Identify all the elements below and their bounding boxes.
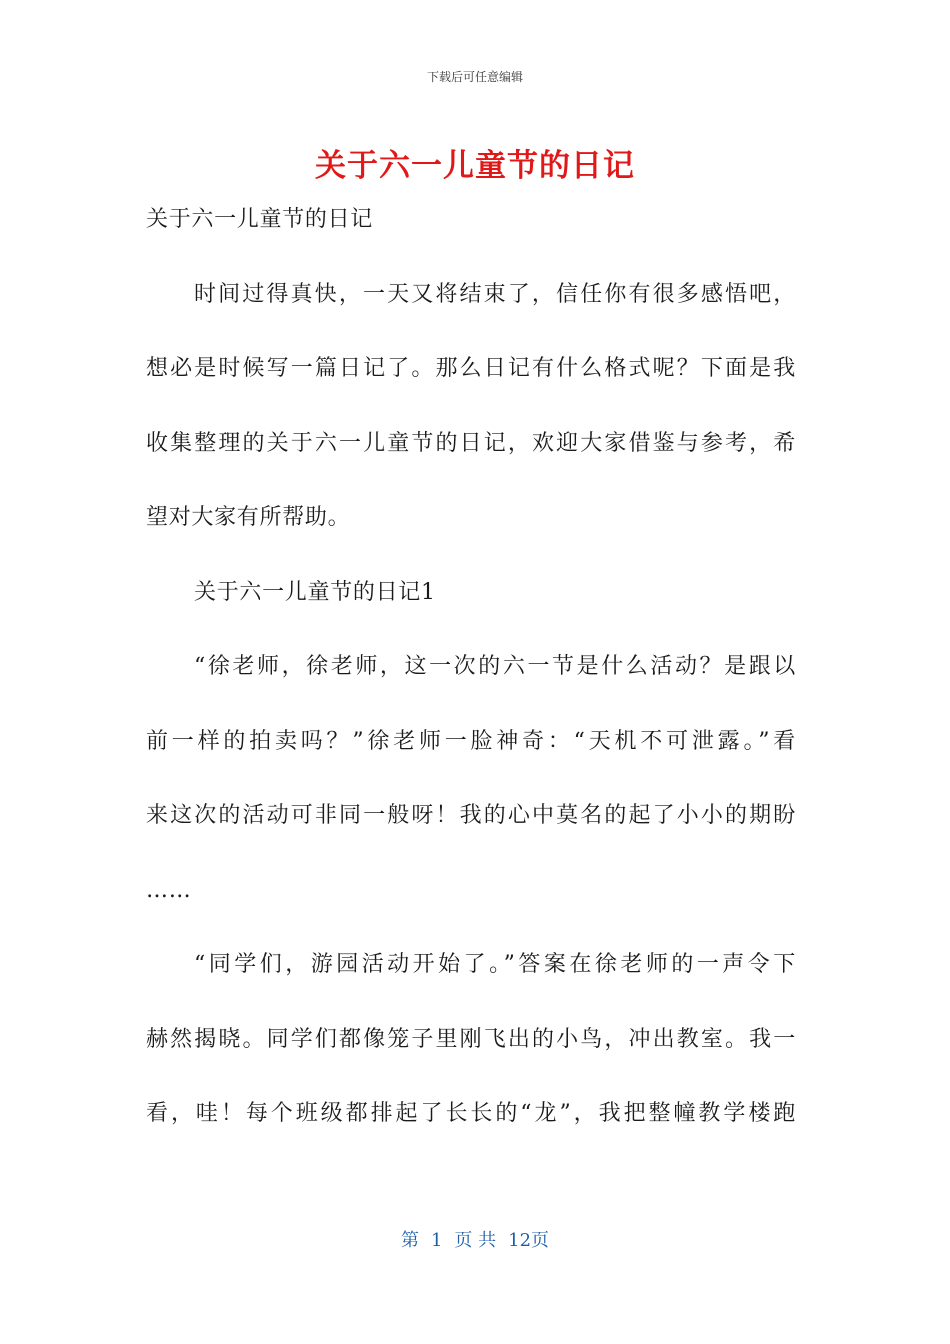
paragraph-line: 赫然揭晓。同学们都像笼子里刚飞出的小鸟，冲出教室。我一 xyxy=(146,1026,796,1052)
current-page-number: 1 xyxy=(430,1230,443,1251)
page-label-prefix: 第 xyxy=(400,1230,419,1251)
paragraph-line: “徐老师，徐老师，这一次的六一节是什么活动？是跟以 xyxy=(194,654,796,679)
page-label-suffix: 页 xyxy=(531,1230,550,1251)
paragraph-line: 前一样的拍卖吗？”徐老师一脸神奇：“天机不可泄露。”看 xyxy=(146,728,796,754)
document-title: 关于六一儿童节的日记 xyxy=(315,148,635,184)
paragraph-line: 看，哇！每个班级都排起了长长的“龙”，我把整幢教学楼跑 xyxy=(146,1101,796,1126)
paragraph-line: 时间过得真快，一天又将结束了，信任你有很多感悟吧， xyxy=(194,281,796,307)
subtitle-line: 关于六一儿童节的日记 xyxy=(146,207,374,232)
page-footer xyxy=(0,1226,950,1252)
header-note: 下载后可任意编辑 xyxy=(426,70,523,84)
paragraph-line: 收集整理的关于六一儿童节的日记，欢迎大家借鉴与参考，希 xyxy=(146,430,796,456)
paragraph-line: …… xyxy=(146,877,192,903)
page-label-mid: 页 共 xyxy=(454,1230,497,1251)
paragraph-line: 望对大家有所帮助。 xyxy=(146,505,351,530)
paragraph-line: 想必是时候写一篇日记了。那么日记有什么格式呢？下面是我 xyxy=(146,356,796,381)
document-body xyxy=(146,196,796,1165)
paragraph-line: “同学们，游园活动开始了。”答案在徐老师的一声令下 xyxy=(194,952,796,977)
total-pages-number: 12 xyxy=(508,1230,532,1251)
paragraph-line: 来这次的活动可非同一般呀！我的心中莫名的起了小小的期盼 xyxy=(146,803,796,828)
section-heading: 关于六一儿童节的日记1 xyxy=(194,579,436,605)
